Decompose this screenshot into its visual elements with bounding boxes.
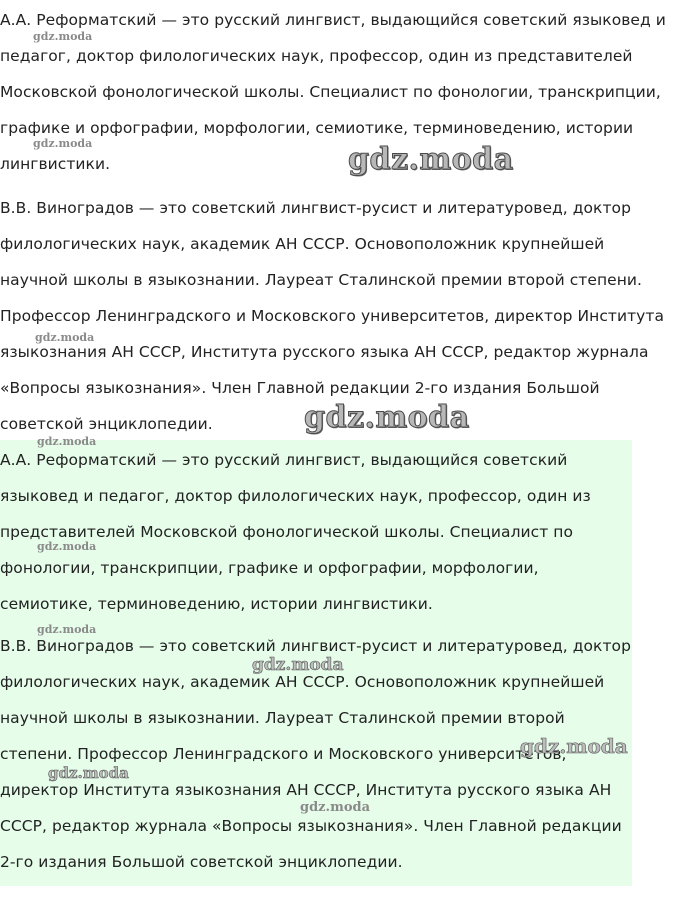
watermark-medium: gdz.moda xyxy=(520,734,628,758)
highlight-paragraph-vinogradov: В.В. Виноградов — это советский лингвист-русист и литературовед, доктор филологических наук, академик АН СССР. Основоположник крупнейшей научной школы в языкознании. Лауреат Сталинской премии второй степени. Профессор Ленинградского и Московского университетов, директор Института языкознания АН СССР, Института русского языка АН СССР, редактор журнала «Вопросы языкознания». Член Главной редакции 2-го издания Большой советской энциклопедии. xyxy=(0,637,631,871)
watermark-medium: gdz.moda xyxy=(252,655,344,675)
highlighted-text-block xyxy=(0,440,632,886)
paragraph-reformatsky: А.А. Реформатский — это русский лингвист, выдающийся советский языковед и педагог, доктор филологических наук, профессор, один из представителей Московской фонологической школы. Специалист по фонологии, транскрипции, графике и орфографии, морфологии, семиотике, терминоведению, истории лингвистики. xyxy=(0,11,666,173)
highlight-paragraph-reformatsky: А.А. Реформатский — это русский лингвист, выдающийся советский языковед и педагог, доктор филологических наук, профессор, один из представителей Московской фонологической школы. Специалист по фонологии, транскрипции, графике и орфографии, морфологии, семиотике, терминоведению, истории лингвистики. xyxy=(0,451,591,613)
watermark-small: gdz.moda xyxy=(33,30,93,43)
watermark-large: gdz.moda xyxy=(304,400,470,435)
watermark-medium: gdz.moda xyxy=(48,764,129,782)
watermark-small: gdz.moda xyxy=(37,623,97,636)
watermark-small: gdz.moda xyxy=(37,435,97,448)
original-text-block xyxy=(0,2,676,442)
watermark-small: gdz.moda xyxy=(300,800,371,815)
watermark-small: gdz.moda xyxy=(35,331,95,344)
watermark-small: gdz.moda xyxy=(33,137,93,150)
watermark-large: gdz.moda xyxy=(348,142,514,177)
watermark-small: gdz.moda xyxy=(37,540,97,553)
paragraph-vinogradov: В.В. Виноградов — это советский лингвист-русист и литературовед, доктор филологических наук, академик АН СССР. Основоположник крупнейшей научной школы в языкознании. Лауреат Сталинской премии второй степени. Профессор Ленинградского и Московского университетов, директор Института языкознания АН СССР, Института русского языка АН СССР, редактор журнала «Вопросы языкознания». Член Главной редакции 2-го издания Большой советской энциклопедии. xyxy=(0,199,665,433)
